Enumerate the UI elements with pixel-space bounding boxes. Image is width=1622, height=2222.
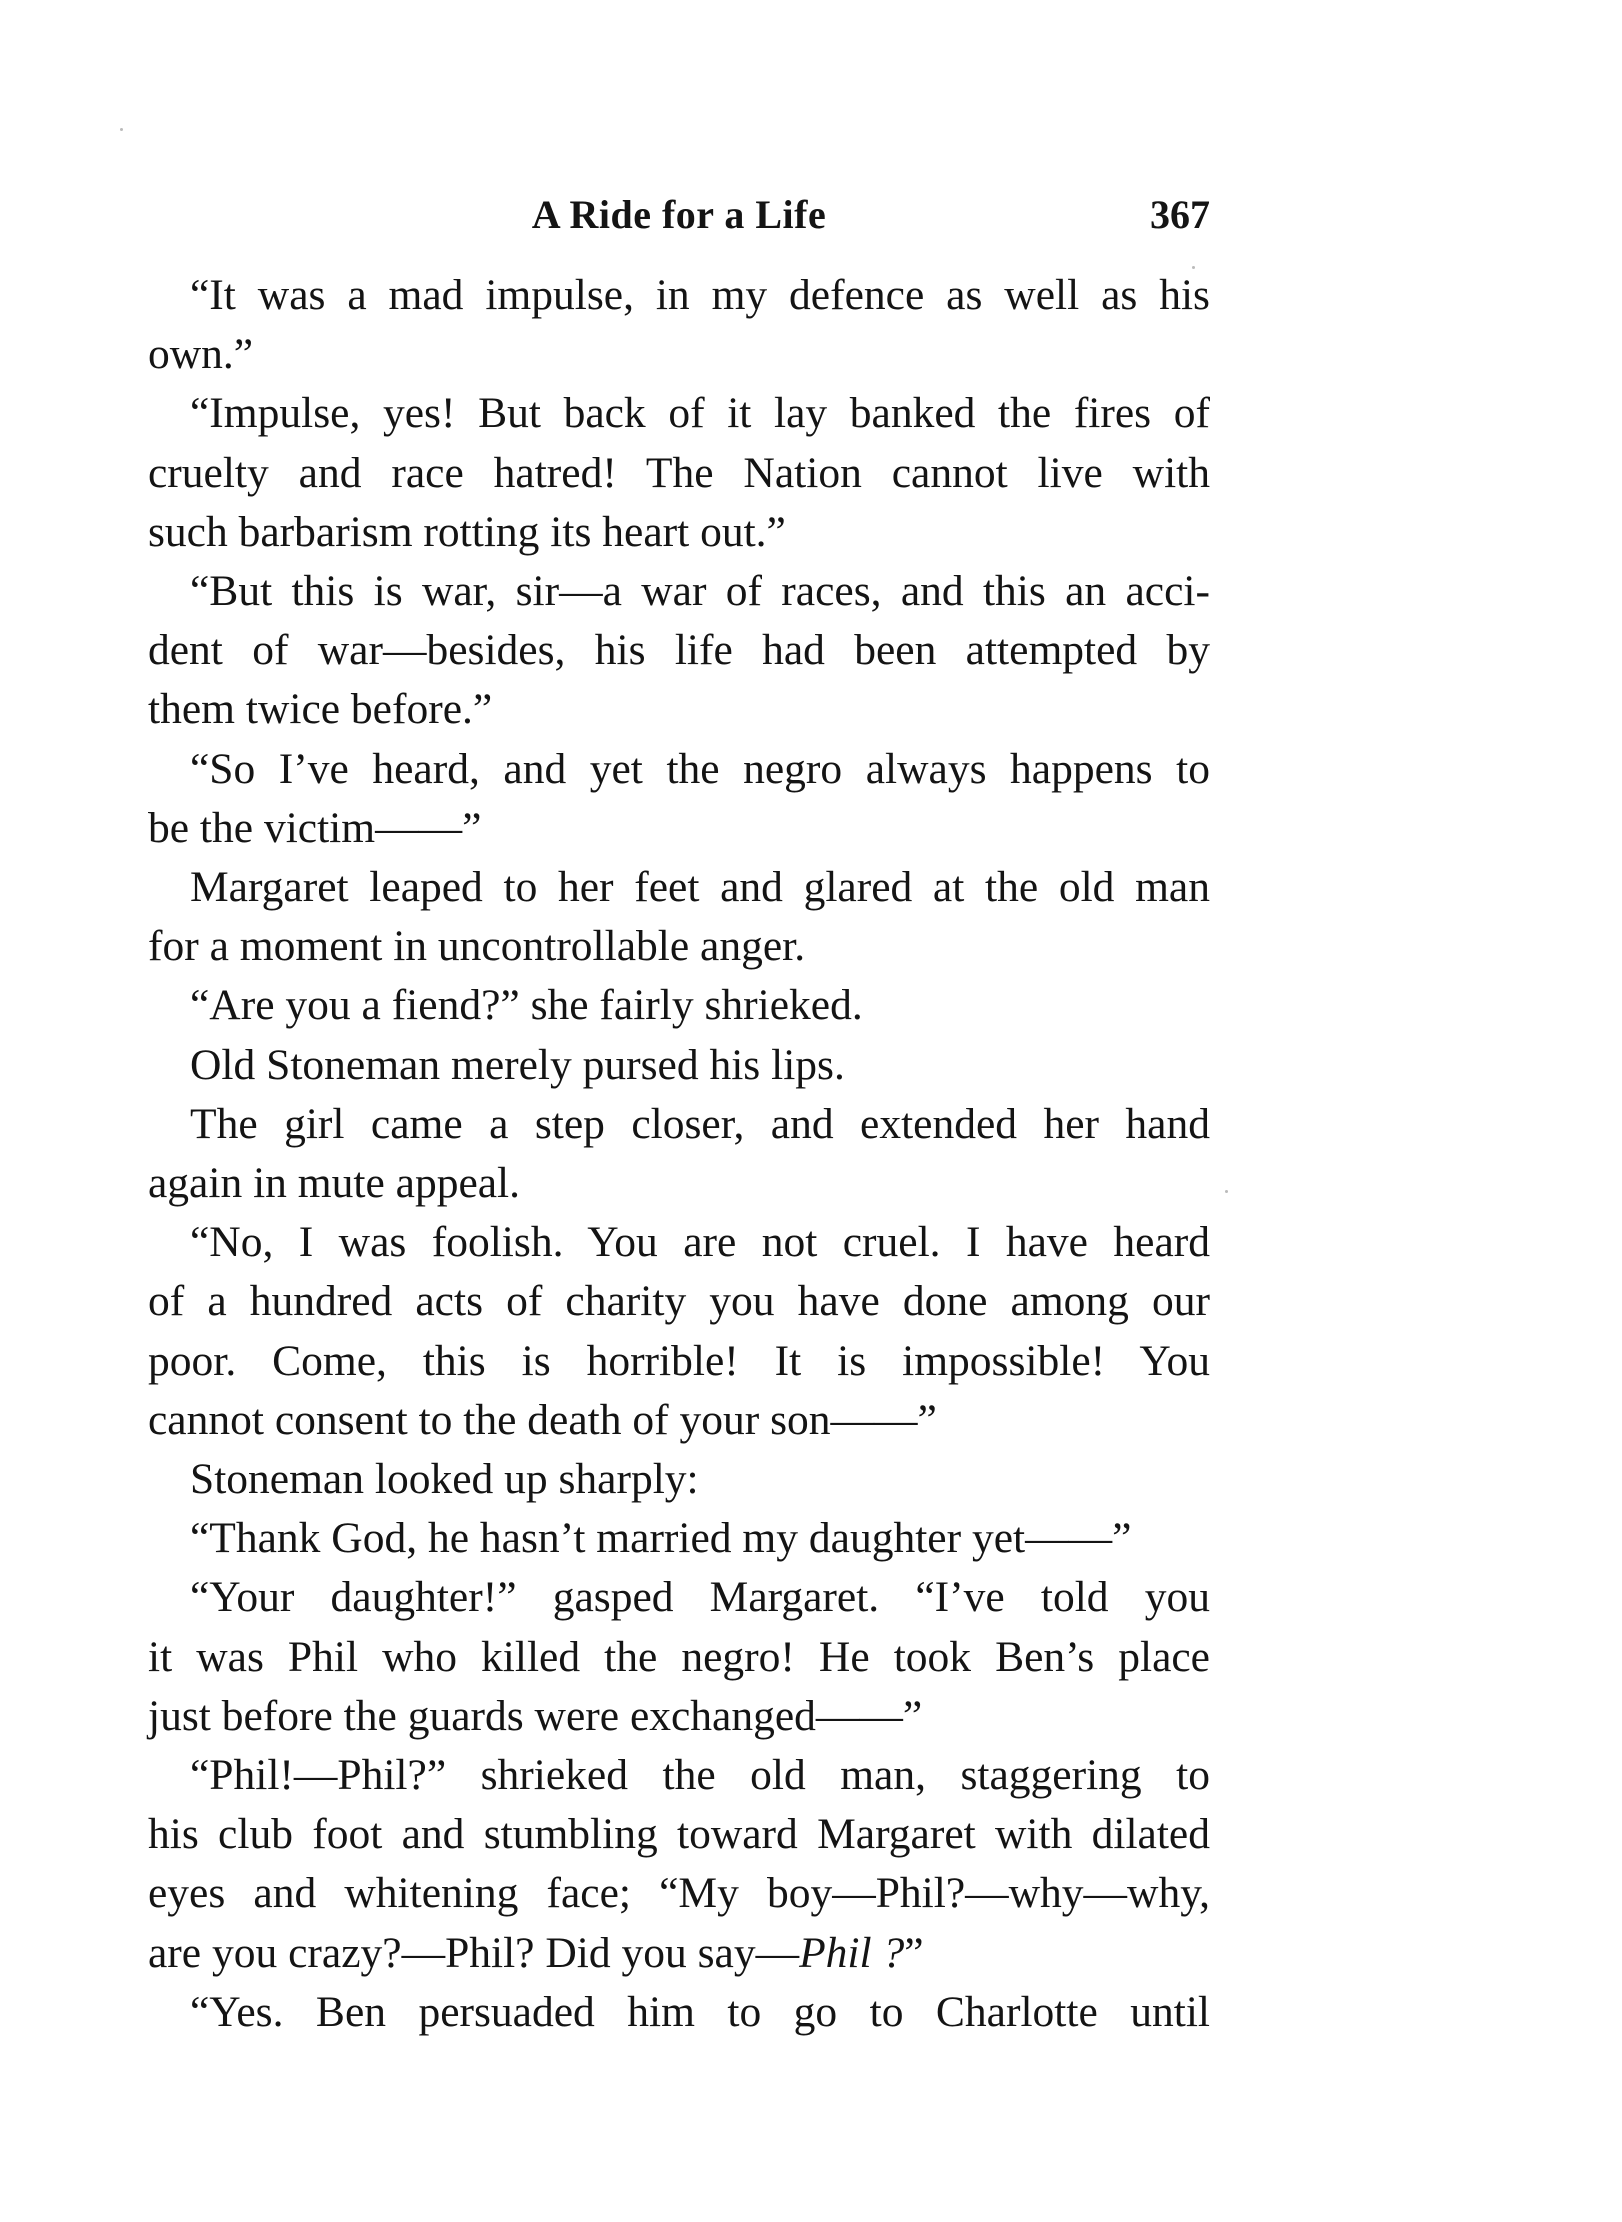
text-line: again in mute appeal.: [148, 1159, 521, 1208]
text-line: cruelty and race hatred! The Nation cannot live with: [148, 448, 1210, 497]
text-line: “It was a mad impulse, in my defence as well as his: [190, 271, 1210, 319]
text-segment: are you crazy?—Phil? Did you say—: [148, 1928, 800, 1977]
text-line: “So I’ve heard, and yet the negro always happens to: [190, 744, 1210, 793]
page-number: 367: [1150, 192, 1210, 237]
italic-text: Phil ?: [799, 1928, 905, 1977]
paper-speck: [120, 128, 123, 131]
text-line: Old Stoneman merely pursed his lips.: [190, 1040, 845, 1089]
text-line: his club foot and stumbling toward Margaret with dilated: [148, 1810, 1210, 1859]
text-line: it was Phil who killed the negro! He took Ben’s place: [148, 1632, 1210, 1681]
paragraph: [148, 266, 1210, 384]
text-line: “Your daughter!” gasped Margaret. “I’ve told you: [190, 1573, 1210, 1622]
text-line: own.”: [148, 330, 254, 379]
text-line: “Impulse, yes! But back of it lay banked the fires of: [190, 389, 1210, 438]
paragraph: [148, 1509, 1210, 1568]
text-line: “Yes. Ben persuaded him to go to Charlotte until: [190, 1987, 1210, 2036]
text-line: “But this is war, sir—a war of races, and this an acci-: [190, 567, 1210, 616]
paragraph: [148, 1036, 1210, 1095]
paragraph: [148, 384, 1210, 562]
text-line: The girl came a step closer, and extended her hand: [190, 1099, 1210, 1148]
text-line: “Are you a fiend?” she fairly shrieked.: [190, 981, 863, 1030]
paragraph: [148, 1746, 1210, 1983]
text-line: poor. Come, this is horrible! It is impossible! You: [148, 1336, 1210, 1385]
text-line: them twice before.”: [148, 685, 493, 734]
paragraph: [148, 1213, 1210, 1450]
text-line: [148, 1924, 1210, 1983]
body-text: [148, 266, 1210, 2042]
paragraph: [148, 1983, 1210, 2042]
text-line: “No, I was foolish. You are not cruel. I have heard: [190, 1218, 1210, 1267]
paper-speck: [1225, 1190, 1228, 1193]
text-line: of a hundred acts of charity you have done among our: [148, 1277, 1210, 1326]
text-line: cannot consent to the death of your son——”: [148, 1395, 937, 1444]
paragraph: [148, 976, 1210, 1035]
paragraph: [148, 1568, 1210, 1746]
paragraph: [148, 740, 1210, 858]
text-line: just before the guards were exchanged——”: [148, 1691, 923, 1740]
running-header: [148, 180, 1210, 250]
text-segment: ”: [904, 1928, 924, 1977]
text-line: Margaret leaped to her feet and glared at the old man: [190, 863, 1210, 912]
text-line: Stoneman looked up sharply:: [190, 1455, 699, 1504]
text-line: “Thank God, he hasn’t married my daughter yet——”: [190, 1514, 1132, 1563]
text-line: dent of war—besides, his life had been attempted by: [148, 626, 1210, 675]
text-line: eyes and whitening face; “My boy—Phil?—why—why,: [148, 1869, 1210, 1918]
text-line: such barbarism rotting its heart out.”: [148, 507, 786, 556]
text-line: for a moment in uncontrollable anger.: [148, 922, 806, 971]
paragraph: [148, 1095, 1210, 1213]
running-title: A Ride for a Life: [531, 192, 827, 237]
paragraph: [148, 1450, 1210, 1509]
paragraph: [148, 562, 1210, 740]
text-line: be the victim——”: [148, 803, 482, 852]
text-line: “Phil!—Phil?” shrieked the old man, staggering to: [190, 1751, 1210, 1800]
paragraph: [148, 858, 1210, 976]
